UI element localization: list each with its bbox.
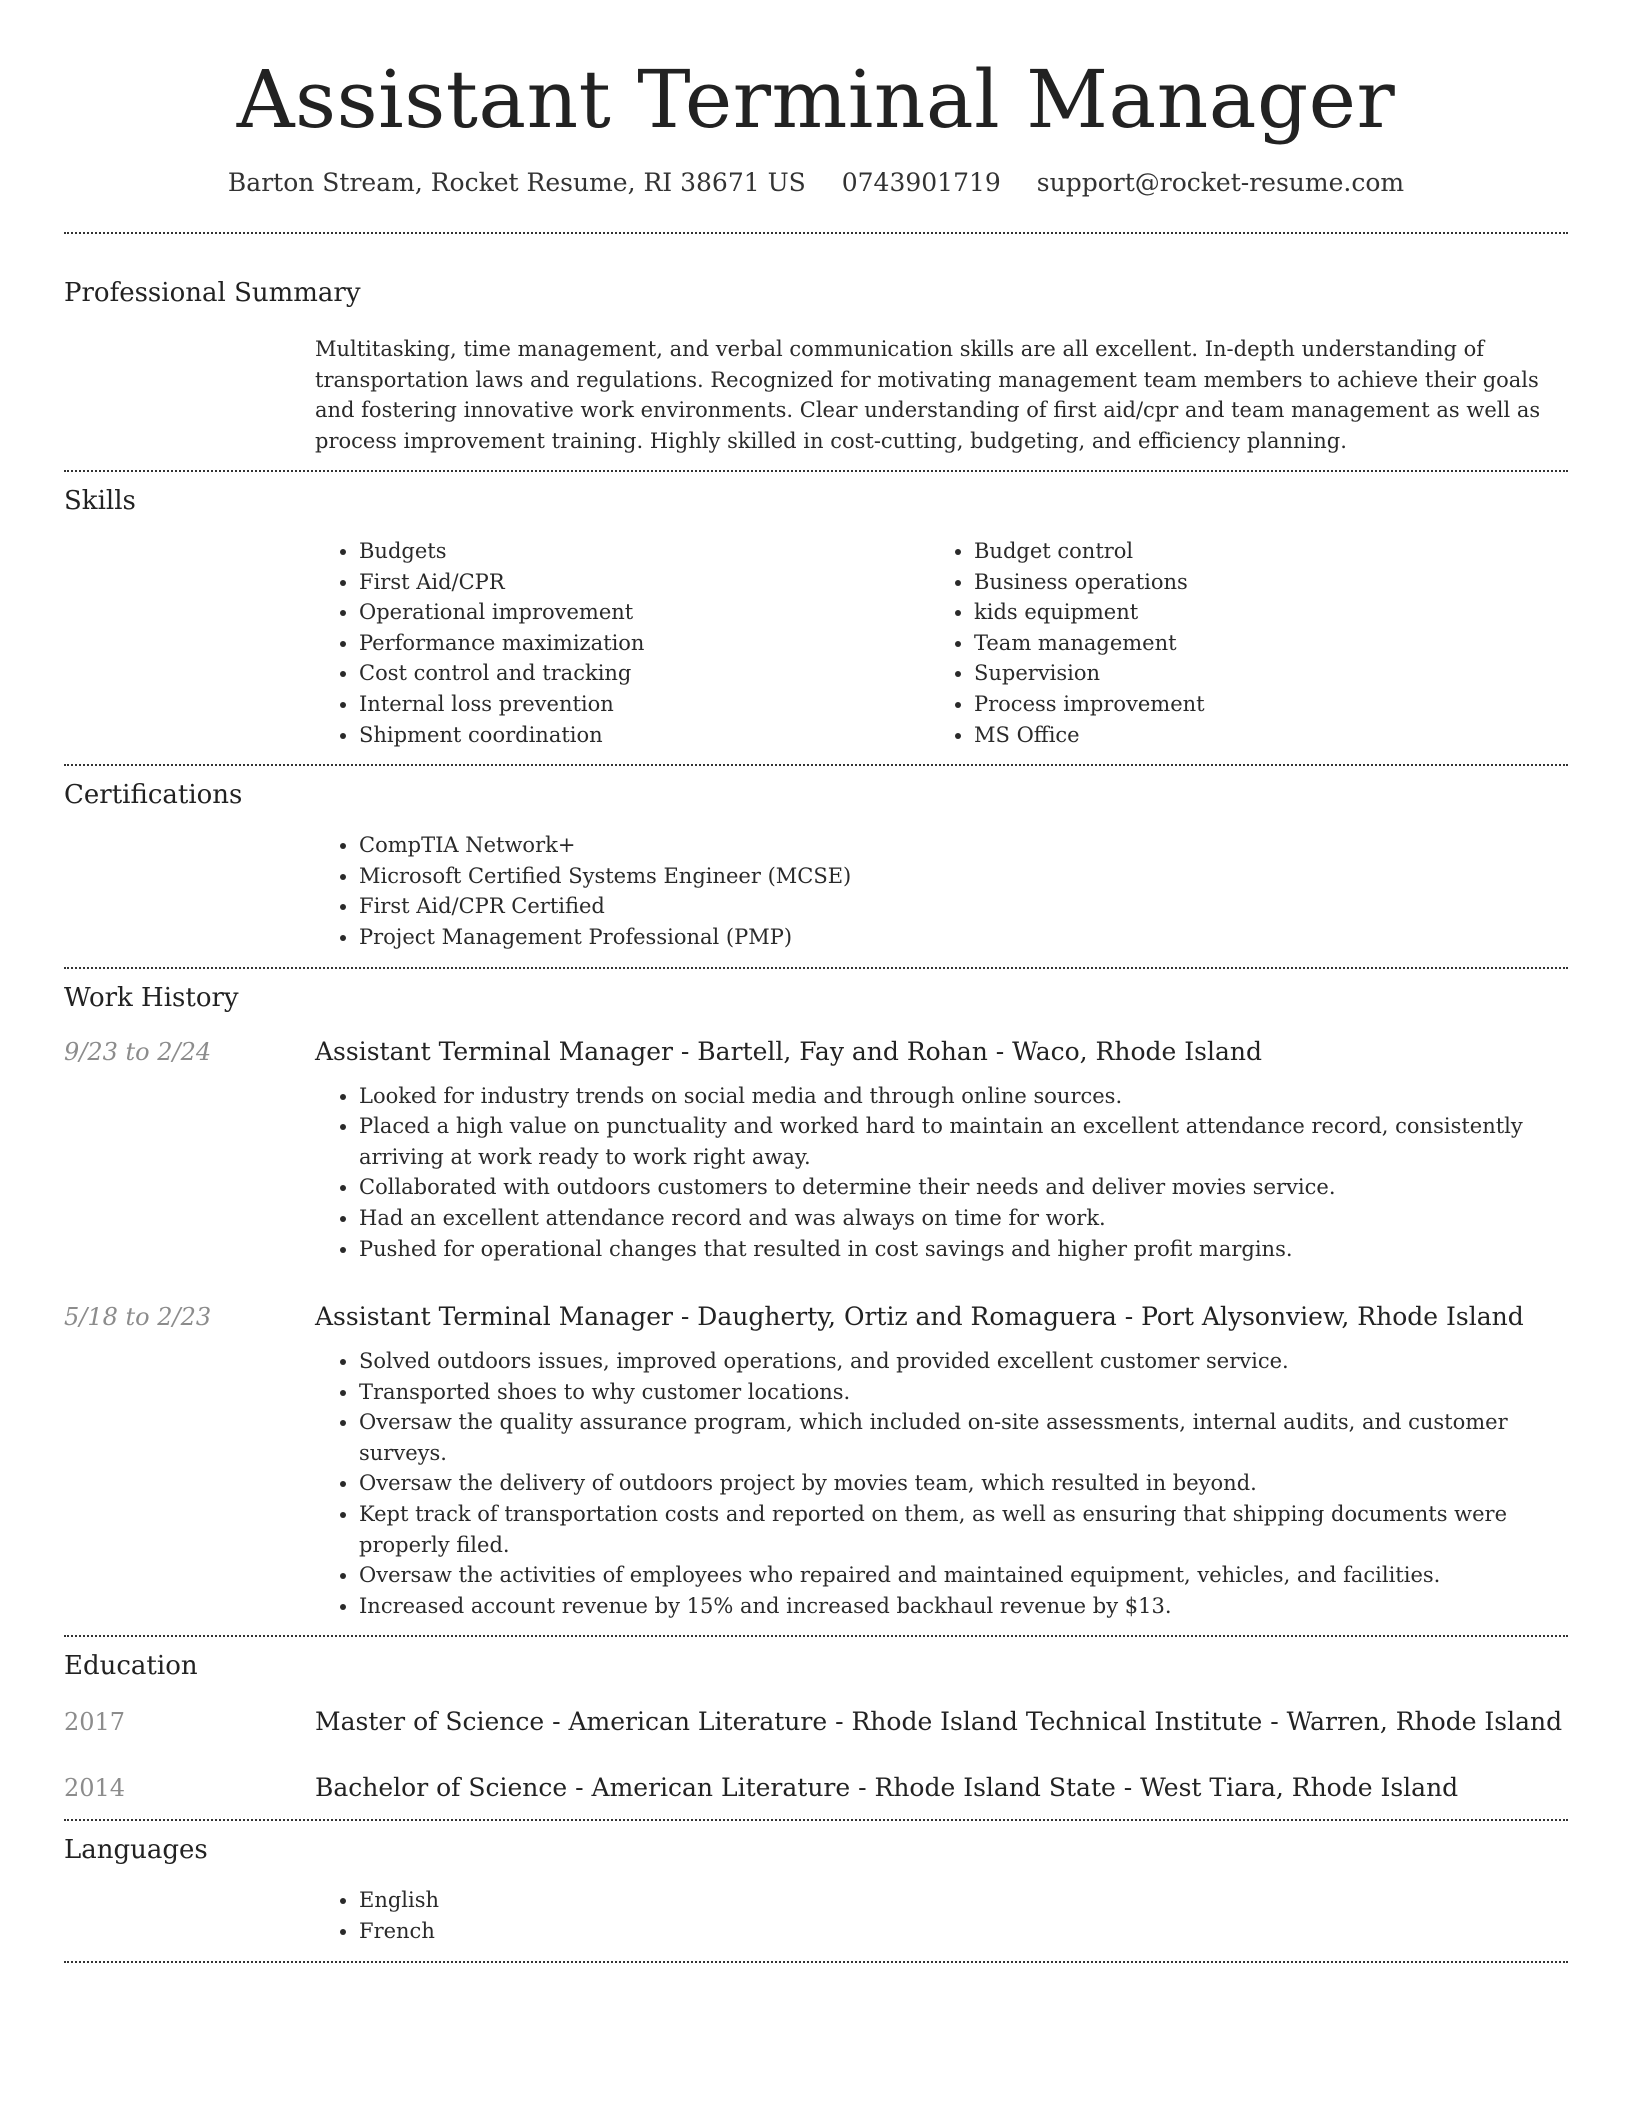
- job-title: Assistant Terminal Manager - Bartell, Fay and Rohan - Waco, Rhode Island: [315, 1036, 1262, 1066]
- contact-email: support@rocket-resume.com: [1036, 168, 1405, 197]
- skills-column-left: [315, 536, 930, 750]
- certification-item: • CompTIA Network+: [359, 830, 1568, 861]
- skill-item: • Performance maximization: [359, 628, 930, 659]
- section-title-summary: Professional Summary: [64, 278, 361, 308]
- contact-phone: 0743901719: [841, 168, 1001, 197]
- skill-item: • Budget control: [974, 536, 1545, 567]
- skill-item: • Process improvement: [974, 689, 1545, 720]
- job-bullets: [315, 1081, 1568, 1265]
- skill-item: • First Aid/CPR: [359, 567, 930, 598]
- job-bullet: • Kept track of transportation costs and reported on them, as well as ensuring that shipping documents were properly filed.: [359, 1499, 1568, 1560]
- language-item: • English: [359, 1885, 1568, 1916]
- job-bullet: • Solved outdoors issues, improved operations, and provided excellent customer service.: [359, 1346, 1568, 1377]
- section-title-skills: Skills: [64, 486, 136, 516]
- job-entry: [64, 1035, 1568, 1265]
- contact-address: Barton Stream, Rocket Resume, RI 38671 US: [227, 168, 806, 197]
- languages-section: [64, 1821, 1568, 1960]
- summary-section: [64, 234, 1568, 470]
- education-section: [64, 1637, 1568, 1819]
- skill-item: • Cost control and tracking: [359, 658, 930, 689]
- skill-item: • Internal loss prevention: [359, 689, 930, 720]
- job-dates: 5/18 to 2/23: [64, 1303, 212, 1332]
- job-bullet: • Pushed for operational changes that resulted in cost savings and higher profit margins.: [359, 1234, 1568, 1265]
- section-divider: [64, 1961, 1568, 1963]
- section-title-education: Education: [64, 1651, 198, 1682]
- skill-item: • Shipment coordination: [359, 720, 930, 751]
- language-item: • French: [359, 1916, 1568, 1947]
- skills-grid: [315, 536, 1568, 750]
- education-details: Bachelor of Science - American Literature - Rhode Island State - West Tiara, Rhode Island: [315, 1773, 1459, 1803]
- resume-header: [64, 0, 1568, 200]
- job-bullet: • Looked for industry trends on social media and through online sources.: [359, 1081, 1568, 1112]
- languages-list: [315, 1885, 1568, 1946]
- summary-text: Multitasking, time management, and verbal communication skills are all excellent. In-depth understanding of transportation laws and regulations. Recognized for motivating management team members to achieve their goals and fostering innovative work environments. Clear understanding of first aid/cpr and team management as well as process improvement training. Highly skilled in cost-cutting, budgeting, and efficiency planning.: [315, 337, 1541, 453]
- job-bullet: • Oversaw the quality assurance program, which included on-site assessments, internal audits, and customer surveys.: [359, 1407, 1568, 1468]
- job-bullet: • Oversaw the delivery of outdoors project by movies team, which resulted in beyond.: [359, 1468, 1568, 1499]
- job-bullet: • Increased account revenue by 15% and increased backhaul revenue by $13.: [359, 1591, 1568, 1622]
- skills-column-right: [930, 536, 1545, 750]
- section-title-languages: Languages: [64, 1835, 208, 1866]
- education-details: Master of Science - American Literature - Rhode Island Technical Institute - Warren, Rhode Island: [315, 1707, 1563, 1737]
- work-history-section: [64, 969, 1568, 1636]
- job-title: Assistant Terminal Manager - Daugherty, Ortiz and Romaguera - Port Alysonview, Rhode Island: [315, 1302, 1524, 1332]
- education-entry: [64, 1771, 1568, 1805]
- contact-line: [64, 166, 1568, 200]
- certification-item: • Microsoft Certified Systems Engineer (MCSE): [359, 861, 1568, 892]
- skill-item: • kids equipment: [974, 597, 1545, 628]
- education-entry: [64, 1705, 1568, 1739]
- certifications-section: [64, 766, 1568, 966]
- education-year: 2017: [64, 1708, 126, 1737]
- section-title-work-history: Work History: [64, 982, 239, 1013]
- job-bullet: • Transported shoes to why customer locations.: [359, 1377, 1568, 1408]
- job-bullets: [315, 1346, 1568, 1621]
- job-bullet: • Oversaw the activities of employees who repaired and maintained equipment, vehicles, and facilities.: [359, 1560, 1568, 1591]
- skill-item: • Operational improvement: [359, 597, 930, 628]
- job-bullet: • Placed a high value on punctuality and worked hard to maintain an excellent attendance record, consistently arriving at work ready to work right away.: [359, 1111, 1568, 1172]
- skill-item: • Business operations: [974, 567, 1545, 598]
- job-entry: [64, 1300, 1568, 1621]
- certification-item: • First Aid/CPR Certified: [359, 891, 1568, 922]
- skill-item: • Budgets: [359, 536, 930, 567]
- job-bullet: • Collaborated with outdoors customers to determine their needs and deliver movies service.: [359, 1172, 1568, 1203]
- skills-section: [64, 472, 1568, 764]
- job-dates: 9/23 to 2/24: [64, 1037, 212, 1066]
- job-bullet: • Had an excellent attendance record and was always on time for work.: [359, 1203, 1568, 1234]
- education-year: 2014: [64, 1774, 126, 1803]
- job-body: [315, 1035, 1568, 1265]
- skill-item: • Team management: [974, 628, 1545, 659]
- skill-item: • MS Office: [974, 720, 1545, 751]
- skill-item: • Supervision: [974, 658, 1545, 689]
- certifications-list: [315, 830, 1568, 952]
- job-body: [315, 1300, 1568, 1621]
- certification-item: • Project Management Professional (PMP): [359, 922, 1568, 953]
- candidate-name: Assistant Terminal Manager: [236, 53, 1396, 146]
- resume-page: [64, 0, 1568, 1963]
- section-title-certifications: Certifications: [64, 780, 243, 811]
